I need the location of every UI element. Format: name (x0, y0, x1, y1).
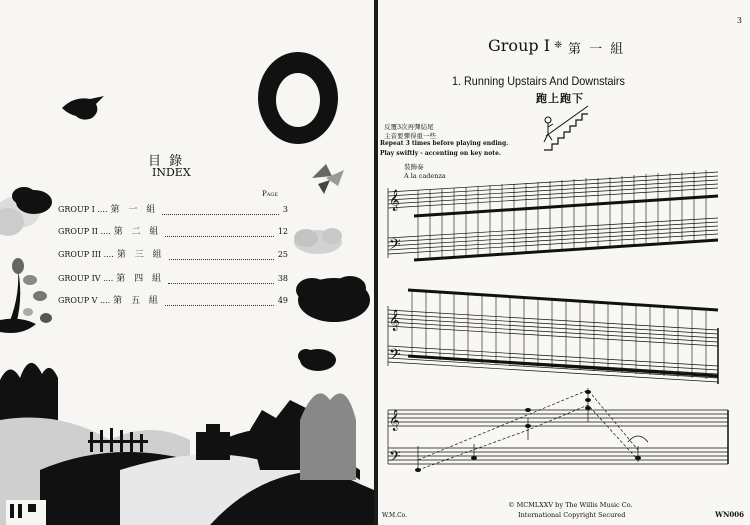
plant-icon (0, 258, 52, 333)
music-system-1 (388, 170, 718, 260)
toc-row-group-4[interactable] (58, 272, 288, 286)
butterfly-icon (312, 164, 344, 194)
sheet-music (378, 160, 750, 490)
piece-title: 1. Running Upstairs And Downstairs (452, 74, 625, 88)
toc-row-group-1[interactable] (58, 203, 288, 217)
toc-page-number: 3 (282, 205, 288, 214)
group-heading-cn: 第 一 組 (568, 42, 626, 57)
note-en-1: Repeat 3 times before playing ending. (380, 140, 509, 147)
right-page (378, 0, 750, 525)
toc-dot-leader (169, 251, 274, 260)
note-en-2: Play swiftly - accenting on key note. (380, 150, 501, 157)
stairs-figure-icon (538, 104, 594, 154)
toc-group-label: GROUP V .... (58, 296, 111, 305)
toc-dot-leader (165, 228, 273, 237)
copyright-line-1: © MCMLXXV by The Willis Music Co. (508, 501, 633, 509)
bass-clef-icon: 𝄢 (389, 346, 401, 367)
bird-icon (62, 96, 104, 120)
toc-group-label: GROUP I .... (58, 205, 108, 214)
piece-title-cn: 跑上跑下 (536, 92, 584, 105)
toc-dot-leader (162, 206, 279, 215)
diamond-ornament-icon: ❈ (554, 40, 563, 51)
footer-publisher: W.M.Co. (382, 512, 408, 519)
note-cn-1: 反覆3次再彈結尾 (384, 123, 434, 131)
footer-catalog-number: WN006 (715, 510, 744, 519)
toc-dot-leader (165, 297, 274, 306)
landscape-bottom (0, 363, 374, 525)
toc-page-number: 12 (277, 227, 288, 236)
toc-row-group-3[interactable] (58, 248, 288, 262)
toc-chinese-label: 第 五 組 (113, 296, 161, 306)
cloud-right-gray (294, 228, 342, 254)
note-cn-2: 主音要彈得重一些 (384, 132, 436, 140)
toc-page-number: 49 (277, 296, 288, 305)
tempo-marking: A la cadenza (404, 172, 446, 180)
bass-clef-icon: 𝄢 (389, 448, 401, 469)
toc-group-label: GROUP IV .... (58, 274, 114, 283)
group-heading: Group I (488, 36, 551, 55)
toc-page-number: 25 (277, 250, 288, 259)
toc-group-label: GROUP II .... (58, 227, 111, 236)
treble-clef-icon: 𝄞 (389, 190, 400, 211)
cloud-right-dark (296, 276, 370, 371)
index-title-en: INDEX (152, 166, 191, 179)
music-system-2 (388, 290, 718, 384)
treble-clef-icon: 𝄞 (389, 310, 400, 331)
toc-dot-leader (168, 275, 274, 284)
toc-chinese-label: 第 二 組 (113, 227, 162, 237)
index-title-cn: 目 錄 (148, 154, 185, 169)
cloud-left (0, 187, 52, 236)
left-page (0, 0, 374, 525)
index-illustration (0, 0, 374, 525)
toc-group-label: GROUP III .... (58, 250, 114, 259)
page-column-header: Page (262, 190, 278, 198)
page-number: 3 (736, 16, 742, 25)
music-system-3 (388, 388, 728, 472)
copyright-line-2: International Copyright Secured (518, 511, 626, 519)
toc-row-group-2[interactable] (58, 225, 288, 239)
toc-chinese-label: 第 三 組 (116, 250, 165, 260)
tempo-cn: 裝飾奏 (404, 163, 424, 171)
toc-chinese-label: 第 一 組 (110, 205, 159, 215)
bass-clef-icon: 𝄢 (389, 236, 401, 257)
toc-page-number: 38 (277, 274, 288, 283)
toc-chinese-label: 第 四 組 (116, 274, 165, 284)
treble-clef-icon: 𝄞 (389, 410, 400, 431)
toc-row-group-5[interactable] (58, 294, 288, 308)
clef-icons (389, 190, 401, 469)
